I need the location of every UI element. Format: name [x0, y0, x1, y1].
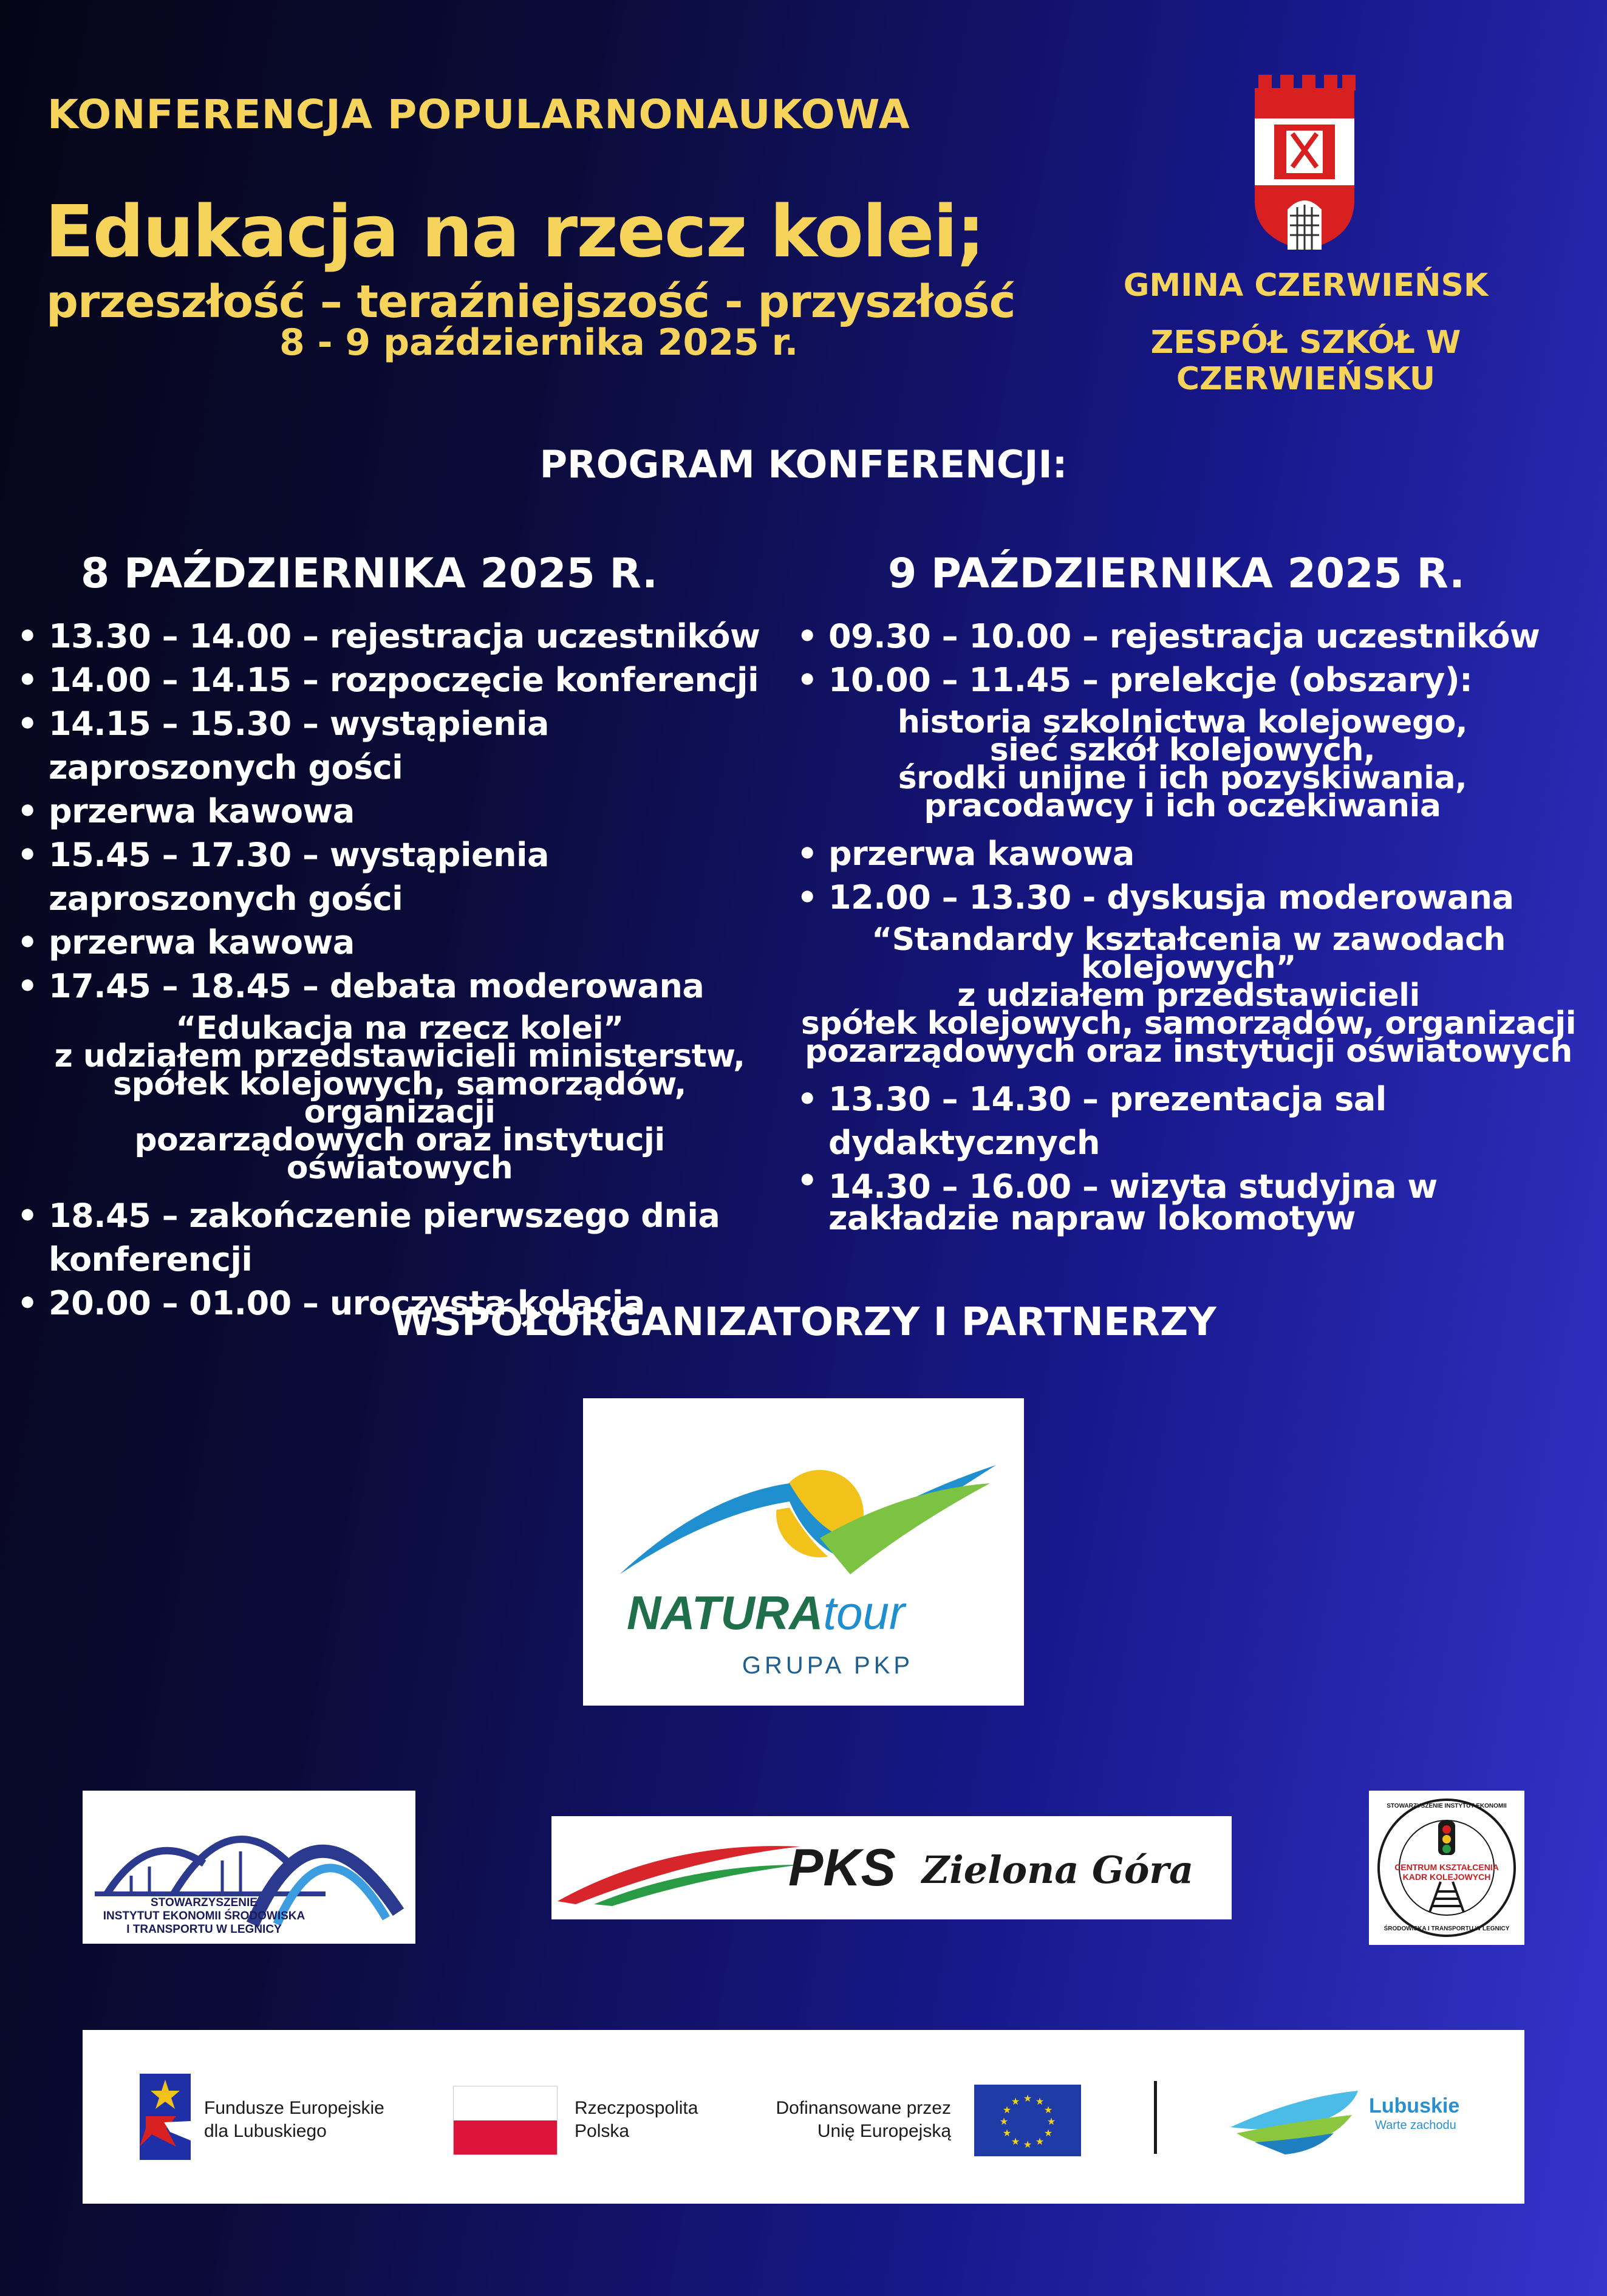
naturatour-brand [627, 1585, 905, 1641]
pks-name: PKS [788, 1839, 896, 1897]
conference-kicker: KONFERENCJA POPULARNONAUKOWA [47, 91, 910, 138]
ckk-line: KADR KOLEJOWYCH [1402, 1872, 1491, 1882]
list-item: • 14.30 – 16.00 – wizyta studyjna w zakładzie napraw lokomotyw [797, 1165, 1592, 1234]
list-item: • 17.45 – 18.45 – debata moderowana [17, 965, 794, 1008]
conference-dates: 8 - 9 października 2025 r. [279, 321, 799, 364]
conference-title: Edukacja na rzecz kolei; [45, 190, 984, 273]
rp-text [575, 2097, 698, 2143]
naturatour-swoosh-icon [619, 1447, 996, 1587]
svg-text:★: ★ [1023, 2093, 1032, 2104]
day2-discussion-note [797, 921, 1592, 1070]
ckk-ring-bottom: ŚRODOWISKA I TRANSPORTU W LEGNICY [1384, 1925, 1510, 1932]
day2-schedule [797, 615, 1592, 702]
fe-text [204, 2097, 384, 2143]
ie-legnica-logo [83, 1791, 415, 1944]
list-item: • 13.30 – 14.30 – prezentacja sal dydaktycznych [797, 1078, 1592, 1165]
day1-schedule [17, 615, 794, 1008]
list-item: • 20.00 – 01.00 – uroczysta kolacja [17, 1282, 794, 1325]
day1-debate-note [17, 1010, 794, 1186]
list-item: • przerwa kawowa [797, 832, 1592, 876]
eu-text [751, 2097, 951, 2143]
rp-line-1: Rzeczpospolita [575, 2098, 698, 2118]
naturatour-sub: GRUPA PKP [742, 1652, 914, 1679]
eu-flag-icon [974, 2085, 1081, 2156]
conference-subtitle: przeszłość – teraźniejszość - przyszłość [46, 276, 1015, 328]
ie-line: INSTYTUT EKONOMII ŚRODOWISKA [103, 1910, 305, 1922]
area-line: historia szkolnictwa kolejowego, [897, 704, 1468, 740]
naturatour-brand-tour: tour [823, 1586, 905, 1639]
svg-text:★: ★ [1043, 2104, 1053, 2116]
pks-zielona-gora-logo [551, 1816, 1232, 1919]
list-item: • 12.00 – 13.30 - dyskusja moderowana [797, 876, 1592, 920]
fe-line-1: Fundusze Europejskie [204, 2098, 384, 2118]
svg-text:★: ★ [1002, 2127, 1012, 2139]
ckk-line: CENTRUM KSZTAŁCENIA [1394, 1862, 1499, 1872]
day2-schedule-after [797, 1078, 1592, 1237]
separator [1154, 2081, 1157, 2154]
rp-line-2: Polska [575, 2121, 630, 2141]
eu-line-2: Unię Europejską [817, 2121, 951, 2141]
day2-column [797, 550, 1592, 1237]
note-line: pozarządowych oraz instytucji oświatowych [805, 1033, 1572, 1070]
day2-title: 9 PAŹDZIERNIKA 2025 R. [888, 550, 1465, 598]
note-line: “Standardy kształcenia w zawodach kolejowych” [872, 921, 1506, 986]
day2-areas [797, 704, 1592, 824]
area-line: środki unijne i ich pozyskiwania, [898, 760, 1467, 796]
czerwiensk-crest-icon [1250, 70, 1359, 252]
fe-star-icon [140, 2074, 191, 2160]
program-heading: PROGRAM KONFERENCJI: [539, 442, 1068, 487]
svg-text:★: ★ [1046, 2116, 1056, 2127]
eu-line-1: Dofinansowane przez [776, 2098, 951, 2118]
ckk-logo [1369, 1791, 1524, 1945]
ckk-ring-top: STOWARZYSZENIE INSTYTUT EKONOMII [1387, 1803, 1507, 1809]
ie-line: STOWARZYSZENIE [151, 1896, 258, 1909]
note-line: spółek kolejowych, samorządów, organizacji [800, 1005, 1577, 1042]
lubuskie-name: Lubuskie [1369, 2094, 1460, 2117]
ckk-center-text [1369, 1862, 1524, 1882]
note-line: pozarządowych oraz instytucji oświatowych [134, 1122, 665, 1186]
area-line: pracodawcy i ich oczekiwania [924, 788, 1441, 824]
polish-flag-icon [453, 2086, 558, 2155]
school-name: ZESPÓŁ SZKÓŁ W CZERWIEŃSKU [1150, 324, 1461, 397]
list-item: • 09.30 – 10.00 – rejestracja uczestników [797, 615, 1592, 658]
day1-column [17, 550, 794, 1325]
svg-text:★: ★ [1043, 2127, 1053, 2139]
gmina-name: GMINA CZERWIEŃSK [1123, 267, 1489, 304]
ie-legnica-text [95, 1896, 313, 1936]
area-line: sieć szkół kolejowych, [989, 732, 1376, 768]
note-line: spółek kolejowych, samorządów, organizacji [113, 1066, 686, 1130]
partners-heading: WSPÓŁORGANIZATORZY I PARTNERZY [391, 1300, 1216, 1345]
pks-swoosh-icon [558, 1834, 800, 1907]
svg-text:★: ★ [1035, 2136, 1045, 2147]
list-item: • 10.00 – 11.45 – prelekcje (obszary): [797, 658, 1592, 702]
day1-title: 8 PAŹDZIERNIKA 2025 R. [81, 550, 658, 598]
svg-text:★: ★ [1023, 2139, 1032, 2150]
svg-text:★: ★ [1011, 2096, 1020, 2107]
list-item: • 18.45 – zakończenie pierwszego dnia konferencji [17, 1194, 794, 1282]
note-line: “Edukacja na rzecz kolei” [176, 1010, 624, 1047]
list-item: • przerwa kawowa [17, 921, 794, 965]
list-item: • 14.00 – 14.15 – rozpoczęcie konferencji [17, 658, 794, 702]
naturatour-brand-natura: NATURA [627, 1586, 824, 1639]
svg-text:★: ★ [1035, 2096, 1045, 2107]
note-line: z udziałem przedstawicieli ministerstw, [54, 1038, 745, 1075]
lubuskie-wave-icon [1230, 2085, 1370, 2158]
day2-schedule-mid [797, 832, 1592, 920]
list-item: • 14.15 – 15.30 – wystąpienia zaproszonych gości [17, 702, 794, 790]
ie-line: I TRANSPORTU W LEGNICY [126, 1923, 282, 1936]
list-item: • 13.30 – 14.00 – rejestracja uczestników [17, 615, 794, 658]
svg-text:★: ★ [999, 2116, 1009, 2127]
lubuskie-tag: Warte zachodu [1375, 2119, 1456, 2132]
naturatour-logo [583, 1398, 1024, 1706]
funding-strip [83, 2030, 1524, 2204]
pks-city: Zielona Góra [922, 1848, 1194, 1892]
svg-text:★: ★ [1011, 2136, 1020, 2147]
fe-line-2: dla Lubuskiego [204, 2121, 327, 2141]
note-line: z udziałem przedstawicieli [957, 977, 1420, 1014]
list-item: • przerwa kawowa [17, 790, 794, 833]
svg-text:★: ★ [1002, 2104, 1012, 2116]
list-item: • 15.45 – 17.30 – wystąpienia zaproszonych gości [17, 833, 794, 921]
